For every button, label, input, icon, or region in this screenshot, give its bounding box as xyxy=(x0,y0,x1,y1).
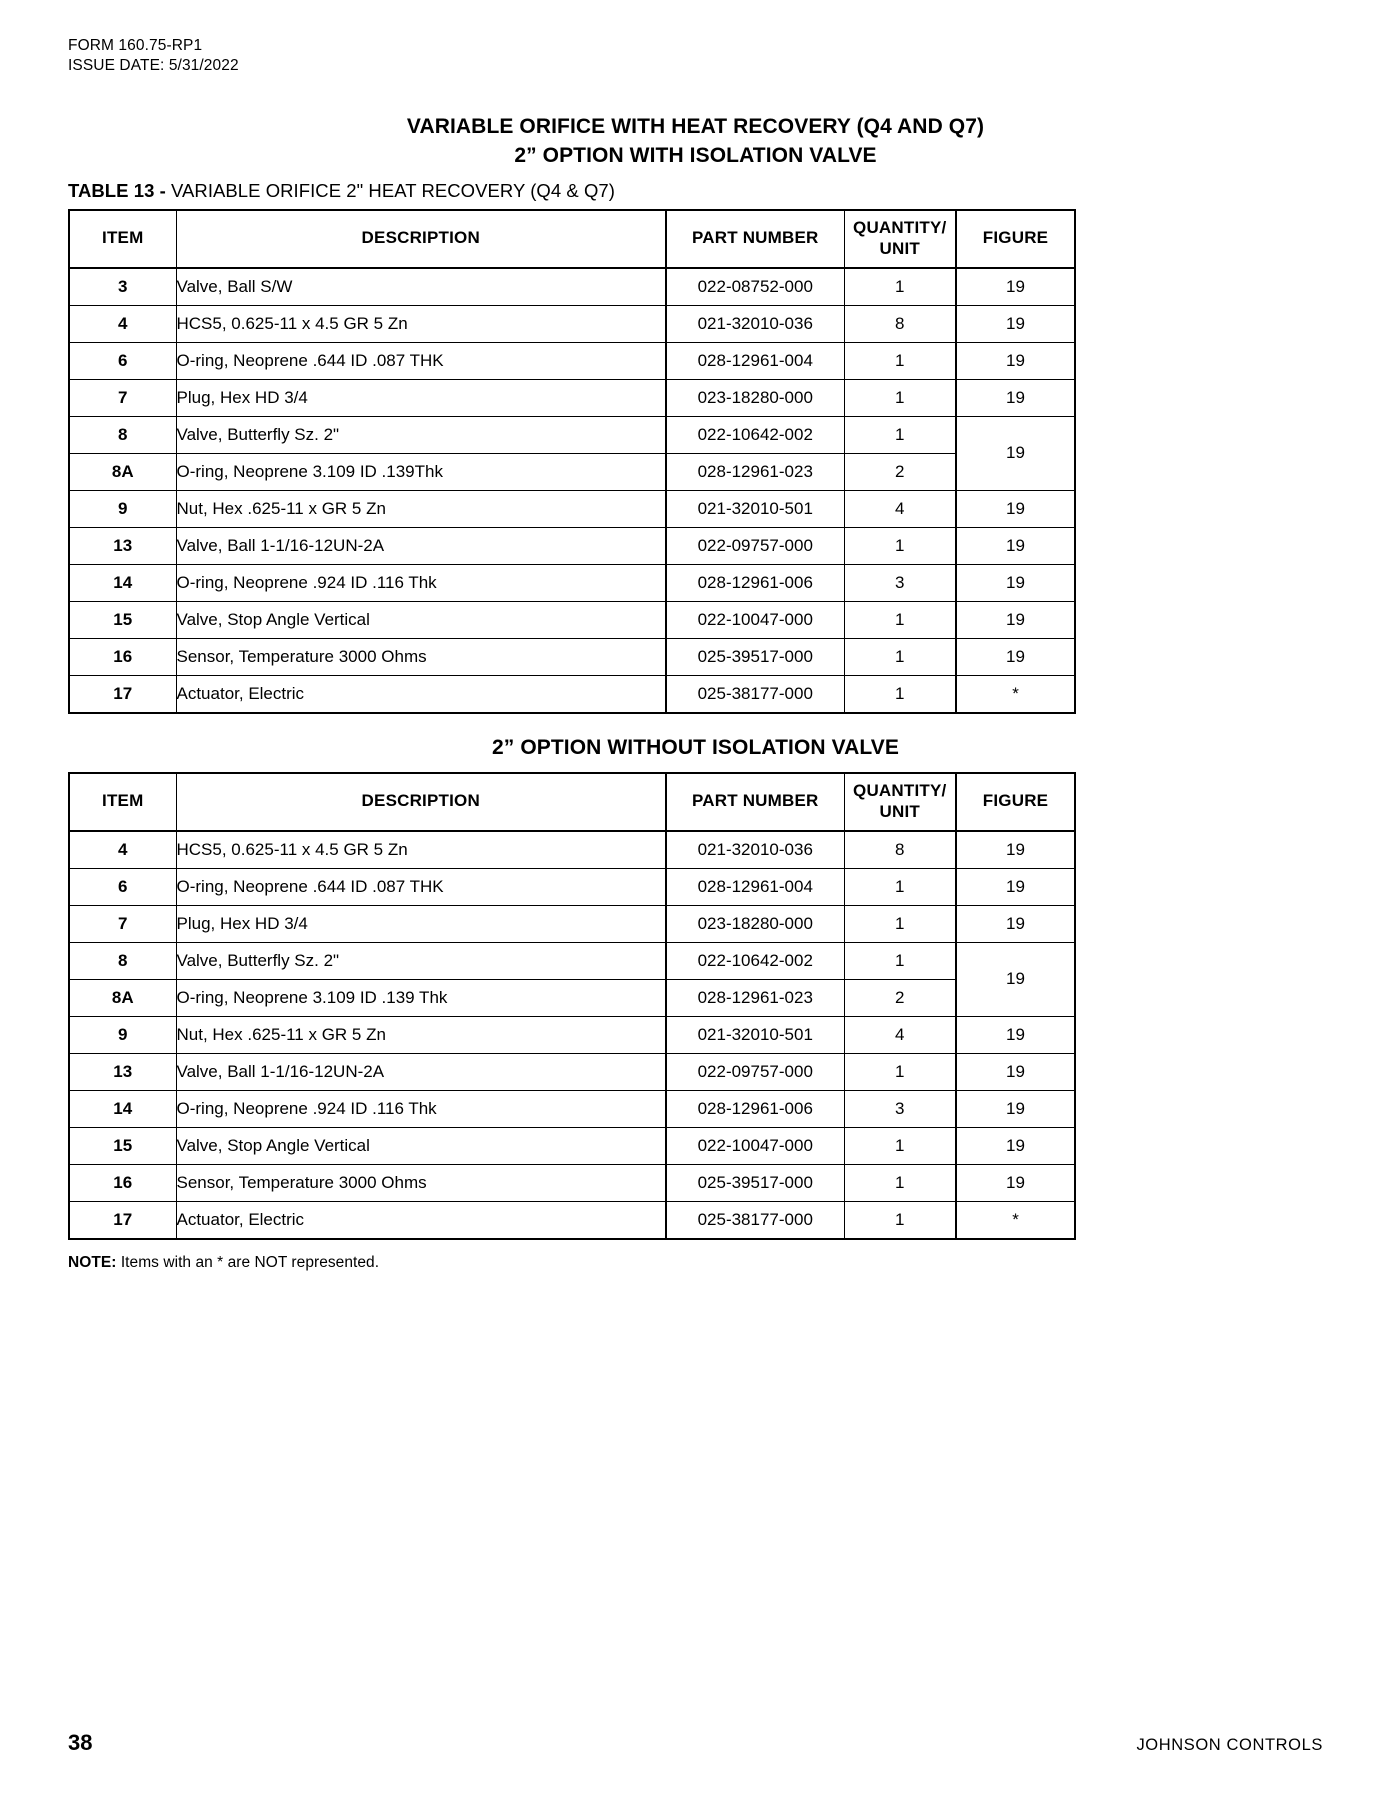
table-row xyxy=(69,905,1075,942)
table-row xyxy=(69,527,1075,564)
cell-part-number: 023-18280-000 xyxy=(666,905,844,942)
cell-description: O-ring, Neoprene .644 ID .087 THK xyxy=(176,342,666,379)
table2-col-description: DESCRIPTION xyxy=(176,773,666,831)
cell-quantity: 1 xyxy=(844,942,956,979)
cell-item: 16 xyxy=(69,638,176,675)
table-row xyxy=(69,268,1075,306)
cell-quantity: 2 xyxy=(844,979,956,1016)
table-row xyxy=(69,1090,1075,1127)
cell-part-number: 021-32010-036 xyxy=(666,831,844,869)
cell-item: 7 xyxy=(69,905,176,942)
table2-col-figure: FIGURE xyxy=(956,773,1075,831)
cell-figure: 19 xyxy=(956,1053,1075,1090)
table-row xyxy=(69,490,1075,527)
table-row xyxy=(69,601,1075,638)
cell-quantity: 4 xyxy=(844,1016,956,1053)
cell-figure: 19 xyxy=(956,831,1075,869)
cell-description: O-ring, Neoprene .924 ID .116 Thk xyxy=(176,1090,666,1127)
table2-body xyxy=(69,831,1075,1239)
cell-figure: * xyxy=(956,1201,1075,1239)
cell-description: HCS5, 0.625-11 x 4.5 GR 5 Zn xyxy=(176,831,666,869)
cell-item: 8A xyxy=(69,979,176,1016)
cell-item: 13 xyxy=(69,1053,176,1090)
table2-col-part-number: PART NUMBER xyxy=(666,773,844,831)
cell-item: 14 xyxy=(69,1090,176,1127)
cell-part-number: 025-38177-000 xyxy=(666,675,844,713)
cell-item: 13 xyxy=(69,527,176,564)
table-row xyxy=(69,831,1075,869)
cell-item: 14 xyxy=(69,564,176,601)
cell-item: 9 xyxy=(69,490,176,527)
cell-part-number: 028-12961-006 xyxy=(666,1090,844,1127)
cell-quantity: 1 xyxy=(844,1164,956,1201)
cell-figure: 19 xyxy=(956,305,1075,342)
cell-quantity: 1 xyxy=(844,416,956,453)
cell-description: Valve, Ball 1-1/16-12UN-2A xyxy=(176,527,666,564)
cell-description: Sensor, Temperature 3000 Ohms xyxy=(176,638,666,675)
cell-item: 8 xyxy=(69,942,176,979)
cell-figure: 19 xyxy=(956,416,1075,490)
cell-part-number: 022-10047-000 xyxy=(666,1127,844,1164)
cell-figure: 19 xyxy=(956,268,1075,306)
cell-description: Nut, Hex .625-11 x GR 5 Zn xyxy=(176,490,666,527)
table2-col-quantity-line2: UNIT xyxy=(879,801,920,821)
cell-description: Nut, Hex .625-11 x GR 5 Zn xyxy=(176,1016,666,1053)
cell-figure: 19 xyxy=(956,942,1075,1016)
table-row xyxy=(69,979,1075,1016)
table-row xyxy=(69,942,1075,979)
cell-part-number: 025-38177-000 xyxy=(666,1201,844,1239)
cell-figure: 19 xyxy=(956,1127,1075,1164)
table-row xyxy=(69,675,1075,713)
cell-part-number: 028-12961-006 xyxy=(666,564,844,601)
form-number: FORM 160.75-RP1 xyxy=(68,37,203,54)
cell-item: 3 xyxy=(69,268,176,306)
page-number: 38 xyxy=(68,1730,93,1755)
cell-description: Actuator, Electric xyxy=(176,675,666,713)
table-row xyxy=(69,1127,1075,1164)
cell-description: Sensor, Temperature 3000 Ohms xyxy=(176,1164,666,1201)
cell-item: 17 xyxy=(69,675,176,713)
cell-item: 4 xyxy=(69,305,176,342)
table1-col-item: ITEM xyxy=(69,210,176,268)
cell-part-number: 025-39517-000 xyxy=(666,638,844,675)
table-row xyxy=(69,564,1075,601)
table-row xyxy=(69,416,1075,453)
table-row xyxy=(69,868,1075,905)
table2-col-quantity-line1: QUANTITY/ xyxy=(853,781,947,801)
cell-quantity: 1 xyxy=(844,1201,956,1239)
cell-quantity: 2 xyxy=(844,453,956,490)
issue-date: ISSUE DATE: 5/31/2022 xyxy=(68,57,239,75)
cell-part-number: 021-32010-036 xyxy=(666,305,844,342)
cell-part-number: 022-09757-000 xyxy=(666,527,844,564)
table1-col-quantity-line2: UNIT xyxy=(879,238,920,258)
table-row xyxy=(69,1164,1075,1201)
cell-item: 17 xyxy=(69,1201,176,1239)
section-title-without-isolation-valve: 2” OPTION WITHOUT ISOLATION VALVE xyxy=(492,735,899,759)
cell-description: O-ring, Neoprene 3.109 ID .139 Thk xyxy=(176,979,666,1016)
cell-description: Plug, Hex HD 3/4 xyxy=(176,905,666,942)
cell-quantity: 4 xyxy=(844,490,956,527)
cell-figure: * xyxy=(956,675,1075,713)
cell-figure: 19 xyxy=(956,527,1075,564)
cell-figure: 19 xyxy=(956,342,1075,379)
table2-col-quantity-unit xyxy=(844,773,956,831)
table-row xyxy=(69,638,1075,675)
table2-parts-list xyxy=(68,772,1076,1240)
cell-item: 4 xyxy=(69,831,176,869)
cell-quantity: 1 xyxy=(844,1053,956,1090)
cell-description: O-ring, Neoprene 3.109 ID .139Thk xyxy=(176,453,666,490)
table-row xyxy=(69,379,1075,416)
cell-quantity: 1 xyxy=(844,268,956,306)
cell-item: 9 xyxy=(69,1016,176,1053)
table1-caption-text: VARIABLE ORIFICE 2" HEAT RECOVERY (Q4 & Q7) xyxy=(171,179,615,201)
cell-item: 15 xyxy=(69,601,176,638)
cell-part-number: 022-09757-000 xyxy=(666,1053,844,1090)
cell-figure: 19 xyxy=(956,490,1075,527)
brand-name: JOHNSON CONTROLS xyxy=(1136,1736,1323,1754)
table2-col-item: ITEM xyxy=(69,773,176,831)
table-row xyxy=(69,342,1075,379)
page-title-line2: 2” OPTION WITH ISOLATION VALVE xyxy=(514,143,877,167)
table-row xyxy=(69,305,1075,342)
table-row xyxy=(69,1016,1075,1053)
cell-part-number: 028-12961-023 xyxy=(666,453,844,490)
cell-description: O-ring, Neoprene .924 ID .116 Thk xyxy=(176,564,666,601)
cell-description: Valve, Ball 1-1/16-12UN-2A xyxy=(176,1053,666,1090)
cell-quantity: 1 xyxy=(844,527,956,564)
cell-figure: 19 xyxy=(956,1090,1075,1127)
cell-figure: 19 xyxy=(956,638,1075,675)
cell-item: 8A xyxy=(69,453,176,490)
cell-quantity: 8 xyxy=(844,831,956,869)
table1-header-row xyxy=(69,210,1075,268)
cell-figure: 19 xyxy=(956,1016,1075,1053)
table1-parts-list xyxy=(68,209,1076,714)
cell-figure: 19 xyxy=(956,868,1075,905)
cell-figure: 19 xyxy=(956,1164,1075,1201)
cell-quantity: 1 xyxy=(844,1127,956,1164)
note xyxy=(68,1254,1323,1272)
cell-description: HCS5, 0.625-11 x 4.5 GR 5 Zn xyxy=(176,305,666,342)
note-text: Items with an * are NOT represented. xyxy=(116,1253,380,1271)
cell-item: 6 xyxy=(69,868,176,905)
cell-figure: 19 xyxy=(956,601,1075,638)
cell-quantity: 1 xyxy=(844,342,956,379)
table-row xyxy=(69,453,1075,490)
cell-description: Actuator, Electric xyxy=(176,1201,666,1239)
cell-description: Valve, Butterfly Sz. 2" xyxy=(176,416,666,453)
cell-quantity: 3 xyxy=(844,1090,956,1127)
cell-quantity: 1 xyxy=(844,601,956,638)
cell-quantity: 1 xyxy=(844,868,956,905)
cell-description: Valve, Ball S/W xyxy=(176,268,666,306)
cell-part-number: 021-32010-501 xyxy=(666,1016,844,1053)
table1-col-quantity-unit xyxy=(844,210,956,268)
table-row xyxy=(69,1053,1075,1090)
page-title-line1: VARIABLE ORIFICE WITH HEAT RECOVERY (Q4 AND Q7) xyxy=(406,114,985,138)
cell-item: 15 xyxy=(69,1127,176,1164)
cell-part-number: 022-10047-000 xyxy=(666,601,844,638)
cell-part-number: 023-18280-000 xyxy=(666,379,844,416)
cell-item: 8 xyxy=(69,416,176,453)
table1-col-quantity-line1: QUANTITY/ xyxy=(853,218,947,238)
cell-description: Valve, Stop Angle Vertical xyxy=(176,601,666,638)
cell-part-number: 022-10642-002 xyxy=(666,416,844,453)
table1-body xyxy=(69,268,1075,713)
cell-quantity: 1 xyxy=(844,379,956,416)
table1-col-part-number: PART NUMBER xyxy=(666,210,844,268)
cell-figure: 19 xyxy=(956,379,1075,416)
cell-quantity: 1 xyxy=(844,675,956,713)
cell-part-number: 022-08752-000 xyxy=(666,268,844,306)
table1-col-description: DESCRIPTION xyxy=(176,210,666,268)
cell-part-number: 022-10642-002 xyxy=(666,942,844,979)
cell-figure: 19 xyxy=(956,905,1075,942)
table-row xyxy=(69,1201,1075,1239)
table1-caption-label: TABLE 13 - xyxy=(68,179,171,201)
cell-item: 6 xyxy=(69,342,176,379)
cell-quantity: 3 xyxy=(844,564,956,601)
cell-part-number: 021-32010-501 xyxy=(666,490,844,527)
cell-item: 16 xyxy=(69,1164,176,1201)
page-footer xyxy=(68,1730,1323,1756)
table1-col-figure: FIGURE xyxy=(956,210,1075,268)
cell-item: 7 xyxy=(69,379,176,416)
cell-part-number: 028-12961-023 xyxy=(666,979,844,1016)
cell-quantity: 1 xyxy=(844,638,956,675)
cell-description: Valve, Butterfly Sz. 2" xyxy=(176,942,666,979)
cell-figure: 19 xyxy=(956,564,1075,601)
cell-part-number: 028-12961-004 xyxy=(666,342,844,379)
page-title xyxy=(68,113,1323,171)
table1-caption xyxy=(68,180,1323,202)
note-label: NOTE: xyxy=(68,1253,117,1271)
document-header xyxy=(68,36,1323,77)
cell-quantity: 1 xyxy=(844,905,956,942)
table2-header-row xyxy=(69,773,1075,831)
cell-description: O-ring, Neoprene .644 ID .087 THK xyxy=(176,868,666,905)
cell-part-number: 025-39517-000 xyxy=(666,1164,844,1201)
cell-part-number: 028-12961-004 xyxy=(666,868,844,905)
cell-description: Plug, Hex HD 3/4 xyxy=(176,379,666,416)
cell-description: Valve, Stop Angle Vertical xyxy=(176,1127,666,1164)
cell-quantity: 8 xyxy=(844,305,956,342)
